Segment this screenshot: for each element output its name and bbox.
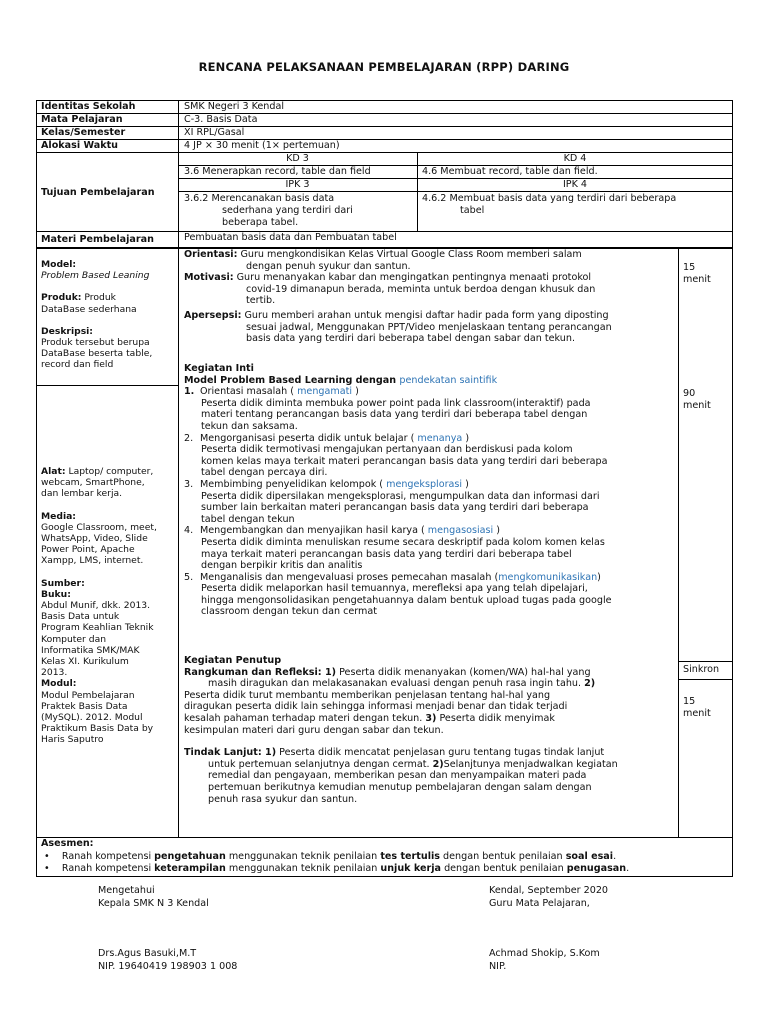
ipk3-line-1: 3.6.2 Merencanakan basis data (184, 193, 335, 204)
media-value: Xampp, LMS, internet. (41, 555, 144, 567)
ipk4-line-2: tabel (460, 205, 485, 216)
step-close: ) (352, 386, 359, 398)
step-text: dengan berpikir kritis dan analitis (201, 560, 363, 572)
step-number: 4. (184, 525, 194, 537)
summary-text: Peserta didik turut membantu memberikan penjelasan tentang hal-hal yang (184, 689, 551, 701)
summary-text: masih diragukan dan melakasanakan evaluasi dengan penuh rasa ingin tahu. (208, 678, 585, 690)
identity-table (36, 100, 733, 248)
core-heading: Kegiatan Inti (184, 363, 254, 374)
subject-value: C-3. Basis Data (184, 114, 258, 125)
step-text: tabel dengan percaya diri. (201, 467, 328, 479)
step-text: Peserta didik termotivasi mengajukan pertanyaan dan berdiskusi pada kolom (201, 444, 573, 456)
media-value: WhatsApp, Video, Slide (41, 533, 148, 545)
step-title: Mengembangkan dan menyajikan hasil karya ( (200, 525, 428, 537)
sync-label: Sinkron (683, 664, 720, 675)
orientation-text: Guru mengkondisikan Kelas Virtual Google Class Room memberi salam (237, 249, 582, 260)
time-value: 4 JP × 30 menit (1× pertemuan) (184, 140, 340, 151)
class-value: XI RPL/Gasal (184, 127, 245, 138)
step-number: 2. (184, 432, 194, 444)
assessment-period: . (613, 851, 617, 862)
step-text: maya terkait materi perancangan basis data yang terdiri dari beberapa tabel (201, 548, 572, 560)
description-line: DataBase beserta table, (41, 348, 153, 360)
school-value: SMK Negeri 3 Kendal (184, 101, 285, 112)
step-number: 1. (184, 386, 195, 398)
step-text: Peserta didik diminta membuka power point pada link classroom(interaktif) pada (201, 397, 591, 409)
book-line: Basis Data untuk (41, 611, 120, 623)
assessment-form: soal esai (565, 851, 614, 862)
module-line: Praktek Basis Data (41, 700, 128, 712)
step-text: Peserta didik diminta menuliskan resume secara deskriptif pada kolom komen kelas (201, 536, 605, 548)
assessment-period: . (626, 863, 630, 874)
label-school: Identitas Sekolah (41, 101, 136, 112)
assessment-item-knowledge (44, 851, 616, 863)
assessment-text: menggunakan teknik penilaian (225, 863, 381, 874)
tools-value: webcam, SmartPhone, (41, 477, 145, 489)
summary-text: Peserta didik menyimak (436, 712, 555, 724)
assessment-domain: keterampilan (154, 863, 226, 874)
module-line: Haris Saputro (41, 734, 104, 746)
ipk3-line-3: beberapa tabel. (222, 217, 299, 228)
source-label: Sumber: (41, 577, 85, 589)
product-value: Produk (84, 292, 116, 304)
module-line: Modul Pembelajaran (41, 689, 135, 701)
summary-number: 2) (584, 678, 596, 690)
bullet: • (44, 851, 62, 862)
signature-right-name: Achmad Shokip, S.Kom (489, 948, 600, 959)
step-text: tabel dengan tekun (201, 513, 295, 525)
follow-up-label: Tindak Lanjut: 1) (184, 747, 277, 759)
signature-left-name: Drs.Agus Basuki,M.T (98, 948, 197, 959)
step-title: Menganalisis dan mengevaluasi proses pemecahan masalah ( (200, 571, 499, 583)
motivation-label: Motivasi: (184, 272, 234, 284)
tools-value: Laptop/ computer, (65, 466, 154, 477)
motivation-text: covid-19 dimanapun berada, meminta untuk berdoa dengan khusuk dan (246, 283, 596, 295)
step-tag: mengeksplorasi (386, 478, 463, 490)
assessment-label: Asesmen: (41, 838, 94, 849)
bullet: • (44, 863, 62, 874)
media-value: Power Point, Apache (41, 544, 135, 556)
follow-up-text: untuk pertemuan selanjutnya dengan cermat. (208, 758, 433, 770)
apperception-text: basis data yang terdiri dari beberapa tabel dengan sabar dan tekun. (246, 333, 576, 345)
follow-up-text: Peserta didik mencatat penjelasan guru tentang tugas tindak lanjut (276, 747, 605, 759)
book-line: Kelas XI. Kurikulum (41, 656, 129, 668)
page-title: RENCANA PELAKSANAAN PEMBELAJARAN (RPP) DARING (198, 60, 570, 74)
step-text: sumber lain berkaitan materi perancangan basis data yang terdiri dari beberapa (201, 502, 589, 514)
step-close: ) (597, 571, 601, 583)
assessment-domain: pengetahuan (154, 851, 226, 862)
model-value: Problem Based Leaning (41, 270, 150, 282)
module-line: (MySQL). 2012. Modul (41, 712, 143, 724)
product-label: Produk: (41, 292, 82, 304)
book-line: Informatika SMK/MAK (41, 644, 140, 656)
learning-model-sidebar (41, 259, 176, 371)
step-close: ) (462, 478, 469, 490)
step-number: 3. (184, 478, 194, 490)
closing-activity (184, 655, 672, 805)
step-close: ) (493, 525, 500, 537)
summary-text: kesimpulan materi dari guru dengan sabar dan tekun. (184, 724, 444, 736)
tools-label: Alat: (41, 466, 66, 477)
kd4-text: 4.6 Membuat record, table dan field. (422, 166, 598, 177)
step-text: tekun dan saksama. (201, 420, 298, 432)
ipk4-header: IPK 4 (562, 179, 588, 190)
apperception-text: sesuai jadwal, Menggunakan PPT/Video menjelaskaan tentang perancangan (246, 321, 612, 333)
signature-left-nip: NIP. 19640419 198903 1 008 (98, 961, 238, 972)
assessment-text: Ranah kompetensi (61, 863, 155, 874)
step-text: classroom dengan tekun dan cermat (201, 606, 378, 618)
summary-label: Rangkuman dan Refleksi: 1) (184, 666, 337, 678)
follow-up-number: 2) (432, 758, 444, 770)
step-text: Peserta didik dipersilakan mengeksplorasi, mengumpulkan data dan informasi dari (201, 490, 600, 502)
signature-left-line-2: Kepala SMK N 3 Kendal (98, 898, 209, 909)
media-value: Google Classroom, meet, (41, 521, 157, 533)
assessment-text: dengan bentuk penilaian (439, 851, 566, 862)
material-value: Pembuatan basis data dan Pembuatan tabel (184, 232, 397, 243)
duration-opening-unit: menit (683, 274, 711, 285)
media-label: Media: (41, 510, 76, 522)
tools-value: dan lembar kerja. (41, 488, 123, 500)
apperception-text: Guru memberi arahan untuk mengisi daftar hadir pada form yang diposting (241, 309, 609, 321)
follow-up-text: Selanjtunya menjadwalkan kegiatan (443, 758, 618, 770)
book-line: Komputer dan (41, 633, 107, 645)
description-line: Produk tersebut berupa (41, 337, 150, 349)
book-line: 2013. (41, 667, 68, 679)
duration-core-unit: menit (683, 400, 711, 411)
book-line: Program Keahlian Teknik (41, 622, 154, 634)
core-approach: pendekatan saintifik (399, 374, 498, 386)
kd4-header: KD 4 (563, 153, 587, 164)
module-label: Modul: (41, 678, 77, 690)
assessment-item-skill (44, 863, 629, 875)
core-activity (184, 363, 672, 618)
summary-text: diragukan peserta didik lain sehingga informasi menjadi benar dan tidak terjadi (184, 701, 568, 713)
follow-up-text: penuh rasa syukur dan santun. (208, 793, 358, 805)
label-material: Materi Pembelajaran (41, 234, 154, 245)
orientation-text: dengan penuh syukur dan santun. (246, 260, 411, 272)
step-tag: mengamati (297, 386, 353, 398)
kd3-header: KD 3 (286, 153, 309, 164)
step-tag: mengasosiasi (427, 525, 494, 537)
duration-closing-unit: menit (683, 708, 711, 719)
ipk3-header: IPK 3 (285, 179, 310, 190)
step-text: materi tentang perancangan basis data yang terdiri dari beberapa tabel dengan (201, 409, 588, 421)
step-text: hingga mengonsolidasikan pengetahuannya dalam bentuk upload tugas pada google (201, 594, 612, 606)
signature-right-line-2: Guru Mata Pelajaran, (489, 898, 590, 909)
assessment-text: dengan bentuk penilaian (441, 863, 567, 874)
assessment-technique: tes tertulis (380, 851, 440, 862)
ipk3-line-2: sederhana yang terdiri dari (222, 205, 353, 216)
description-line: record dan field (41, 359, 114, 371)
duration-core-value: 90 (683, 388, 696, 399)
motivation-text: Guru menanyakan kabar dan mengingatkan pentingnya menaati protokol (233, 272, 592, 284)
orientation-label: Orientasi: (184, 249, 238, 260)
step-title: Mengorganisasi peserta didik untuk belajar ( (200, 432, 418, 444)
assessment-technique: unjuk kerja (380, 863, 442, 874)
summary-text: Peserta didik menanyakan (komen/WA) hal-hal yang (336, 666, 591, 678)
label-subject: Mata Pelajaran (41, 114, 123, 125)
follow-up-text: pertemuan berikutnya kemudian menutup pembelajaran dengan salam dengan (208, 781, 592, 793)
model-label: Model: (41, 259, 77, 270)
summary-number: 3) (425, 712, 437, 724)
signature-right-nip: NIP. (489, 961, 507, 972)
step-title: Orientasi masalah ( (200, 386, 298, 398)
module-line: Praktikum Basis Data by (41, 723, 154, 735)
assessment-text: menggunakan teknik penilaian (225, 851, 381, 862)
ipk4-line-1: 4.6.2 Membuat basis data yang terdiri dari beberapa (422, 193, 677, 204)
label-class: Kelas/Semester (41, 127, 126, 138)
step-number: 5. (184, 571, 194, 583)
step-close: ) (462, 432, 470, 444)
kd3-text: 3.6 Menerapkan record, table dan field (184, 166, 371, 177)
step-tag: mengkomunikasikan (498, 571, 598, 583)
assessment-text: Ranah kompetensi (61, 851, 155, 862)
follow-up-text: remedial dan pengayaan, memberikan pesan dan menyampaikan materi pada (208, 770, 587, 782)
motivation-text: tertib. (246, 295, 276, 307)
duration-opening-value: 15 (683, 262, 696, 273)
step-tag: menanya (417, 432, 463, 444)
apperception-label: Apersepsi: (184, 309, 242, 321)
book-line: Abdul Munif, dkk. 2013. (41, 600, 151, 612)
signature-right-line-1: Kendal, September 2020 (489, 885, 609, 896)
label-time: Alokasi Waktu (41, 140, 119, 151)
assessment-form: penugasan (566, 863, 627, 874)
description-label: Deskripsi: (41, 325, 93, 337)
step-title: Membimbing penyelidikan kelompok ( (200, 478, 387, 490)
summary-text: kesalah pahaman terhadap materi dengan tekun. (184, 712, 426, 724)
resources-sidebar (41, 466, 176, 746)
book-label: Buku: (41, 588, 71, 600)
duration-closing-value: 15 (683, 696, 696, 707)
signature-left-line-1: Mengetahui (98, 885, 155, 896)
product-value-2: DataBase sederhana (41, 303, 137, 315)
closing-heading: Kegiatan Penutup (184, 655, 282, 666)
step-text: komen kelas maya terkait materi perancangan basis data yang terdiri dari beberapa (201, 455, 608, 467)
label-goals: Tujuan Pembelajaran (41, 187, 155, 198)
core-model: Model Problem Based Learning dengan (184, 374, 400, 386)
opening-activity (184, 249, 672, 345)
step-text: Peserta didik melaporkan hasil temuannya, merefleksi apa yang telah dipelajari, (201, 583, 588, 595)
